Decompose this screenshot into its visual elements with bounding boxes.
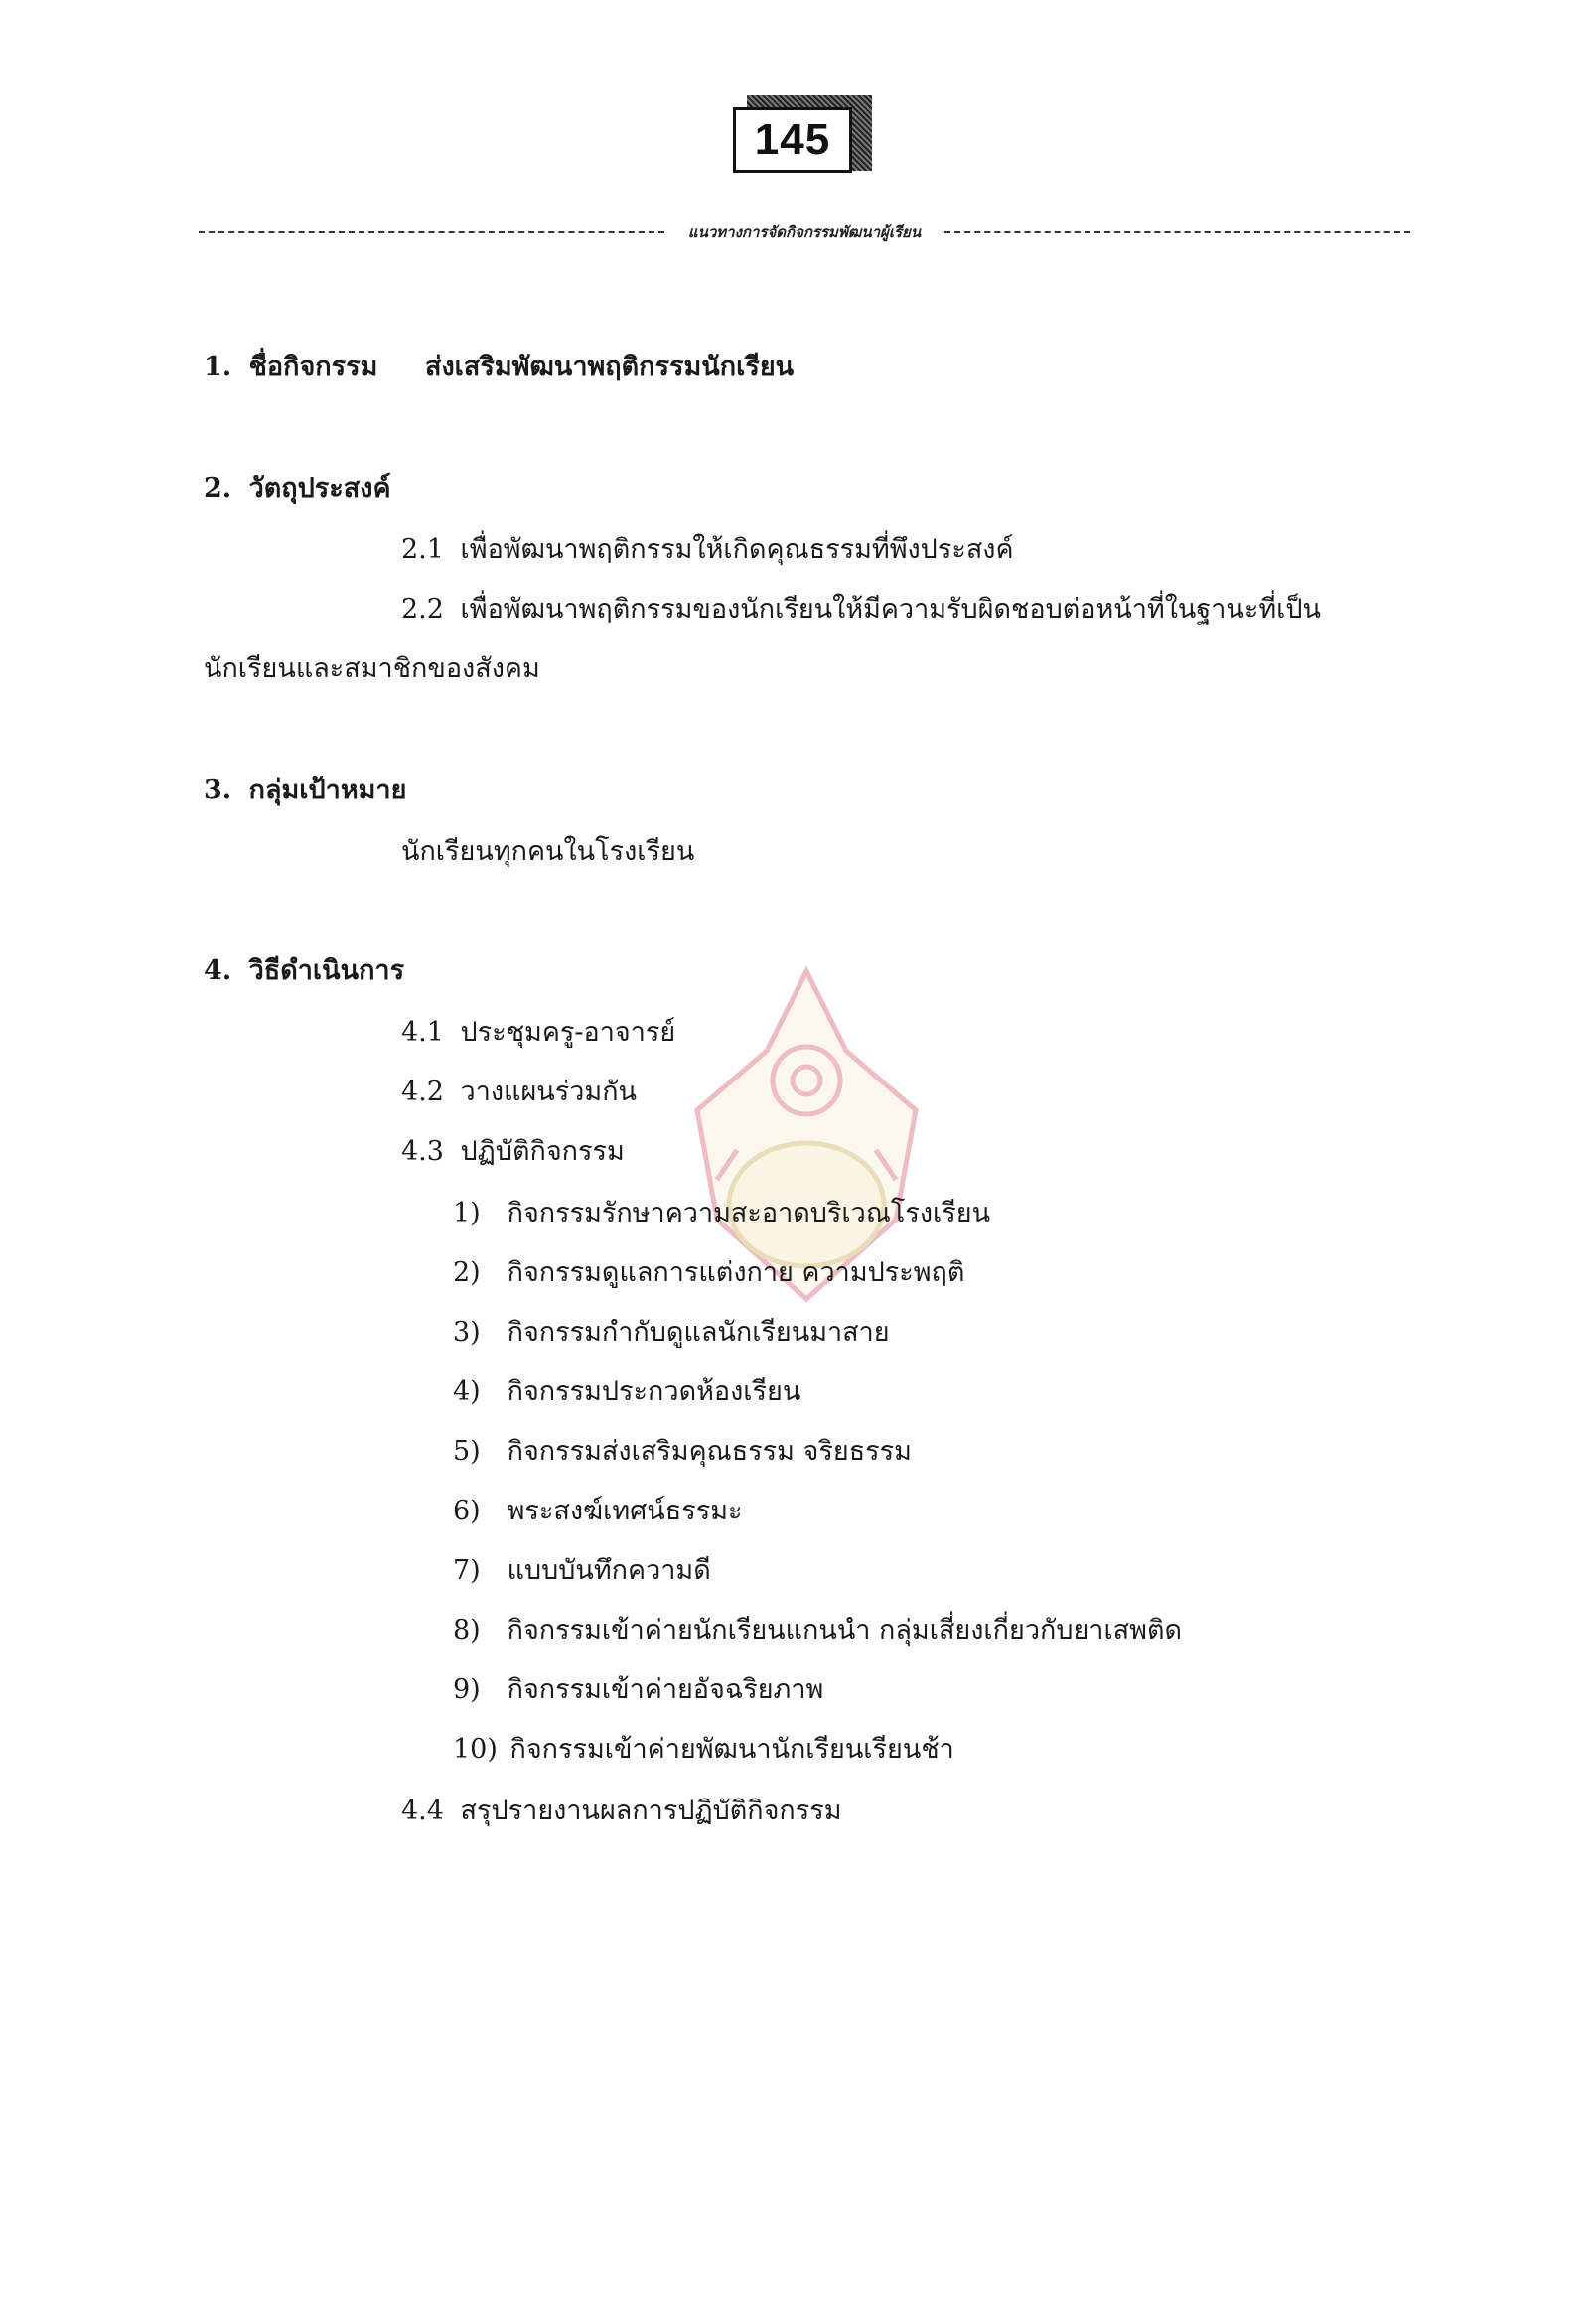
activity-name: ส่งเสริมพัฒนาพฤติกรรมนักเรียน — [425, 352, 795, 382]
header-caption: แนวทางการจัดกิจกรรมพัฒนาผู้เรียน — [687, 223, 922, 241]
activity-number: 9) — [453, 1674, 481, 1705]
step-number: 4.3 — [401, 1136, 444, 1167]
activity-list-item — [453, 1553, 711, 1589]
objective-item — [401, 592, 1321, 628]
activity-number: 8) — [453, 1615, 481, 1646]
activity-text: กิจกรรมรักษาความสะอาดบริเวณโรงเรียน — [507, 1198, 991, 1228]
objective-number: 2.2 — [401, 594, 444, 625]
activity-text: กิจกรรมประกวดห้องเรียน — [507, 1376, 801, 1407]
objective-continuation: นักเรียนและสมาชิกของสังคม — [204, 653, 540, 684]
activity-text: กิจกรรมเข้าค่ายอัจฉริยภาพ — [507, 1674, 824, 1705]
page-number: 145 — [733, 107, 852, 173]
activity-list-item — [453, 1255, 964, 1291]
section-1-heading — [204, 350, 377, 385]
activity-list-item — [453, 1196, 990, 1231]
step-number: 4.4 — [401, 1796, 444, 1826]
section-3-label: กลุ่มเป้าหมาย — [248, 775, 407, 805]
step-number: 4.1 — [401, 1017, 444, 1048]
activity-text: กิจกรรมเข้าค่ายพัฒนานักเรียนเรียนช้า — [509, 1734, 954, 1765]
activity-list-item — [453, 1434, 912, 1470]
activity-number: 5) — [453, 1436, 481, 1467]
activity-number: 7) — [453, 1555, 481, 1586]
objective-number: 2.1 — [401, 534, 444, 565]
activity-list-item — [453, 1732, 954, 1768]
step-text: วางแผนร่วมกัน — [460, 1077, 637, 1107]
activity-text: แบบบันทึกความดี — [507, 1555, 711, 1586]
activity-number: 6) — [453, 1496, 481, 1526]
procedure-step — [401, 1075, 637, 1110]
activity-text: กิจกรรมดูแลการแต่งกาย ความประพฤติ — [507, 1257, 965, 1288]
activity-list-item — [453, 1672, 823, 1708]
activity-number: 3) — [453, 1317, 481, 1348]
activity-number: 10) — [453, 1734, 498, 1765]
section-1-number: 1. — [204, 352, 232, 382]
objective-text: เพื่อพัฒนาพฤติกรรมของนักเรียนให้มีความรับผิดชอบต่อหน้าที่ในฐานะที่เป็น — [460, 594, 1321, 625]
header-dash-left — [199, 231, 664, 233]
objective-text: เพื่อพัฒนาพฤติกรรมให้เกิดคุณธรรมที่พึงประสงค์ — [460, 534, 1014, 565]
activity-text: กิจกรรมเข้าค่ายนักเรียนแกนนำ กลุ่มเสี่ยงเกี่ยวกับยาเสพติด — [507, 1615, 1183, 1646]
procedure-step — [401, 1794, 842, 1829]
target-group-text: นักเรียนทุกคนในโรงเรียน — [401, 836, 695, 867]
section-2-number: 2. — [204, 473, 232, 504]
section-2-heading — [204, 471, 391, 506]
activity-number: 1) — [453, 1198, 481, 1228]
activity-number: 2) — [453, 1257, 481, 1288]
section-4-label: วิธีดำเนินการ — [248, 955, 405, 986]
activity-text: กิจกรรมกำกับดูแลนักเรียนมาสาย — [507, 1317, 890, 1348]
procedure-step — [401, 1134, 625, 1170]
activity-list-item — [453, 1374, 800, 1410]
step-number: 4.2 — [401, 1077, 444, 1107]
section-3-heading — [204, 773, 406, 808]
objective-item — [401, 532, 1014, 568]
activity-text: กิจกรรมส่งเสริมคุณธรรม จริยธรรม — [507, 1436, 912, 1467]
section-2-label: วัตถุประสงค์ — [248, 473, 391, 504]
step-text: สรุปรายงานผลการปฏิบัติกิจกรรม — [460, 1796, 842, 1826]
activity-list-item — [453, 1315, 890, 1351]
step-text: ประชุมครู-อาจารย์ — [460, 1017, 676, 1048]
procedure-step — [401, 1015, 675, 1051]
header-rule — [199, 220, 1410, 244]
header-dash-right — [944, 231, 1410, 233]
section-4-heading — [204, 953, 404, 989]
activity-list-item — [453, 1494, 743, 1529]
section-1-label: ชื่อกิจกรรม — [248, 352, 378, 382]
section-3-number: 3. — [204, 775, 232, 805]
step-text: ปฏิบัติกิจกรรม — [460, 1136, 625, 1167]
page-number-badge — [733, 95, 872, 185]
section-4-number: 4. — [204, 955, 232, 986]
activity-number: 4) — [453, 1376, 481, 1407]
activity-text: พระสงฆ์เทศน์ธรรมะ — [507, 1496, 743, 1526]
activity-list-item — [453, 1613, 1182, 1649]
